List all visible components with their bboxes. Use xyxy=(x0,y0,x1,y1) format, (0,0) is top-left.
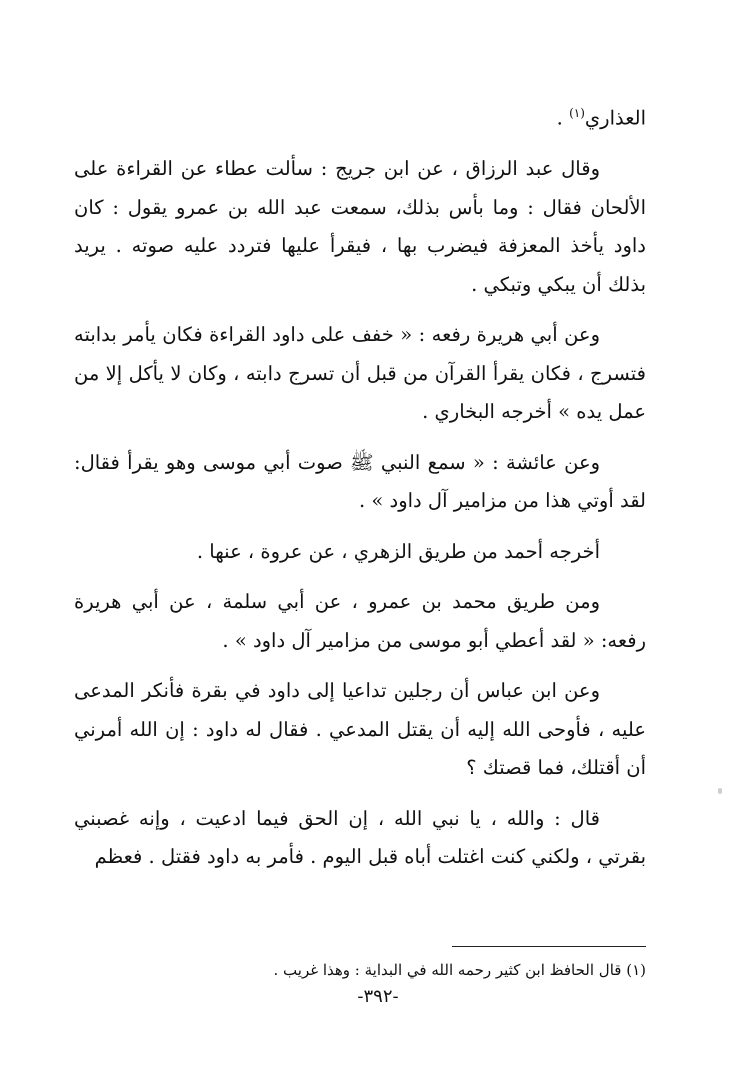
page-body xyxy=(74,94,646,877)
paragraph-abu-hurayra: وعن أبي هريرة رفعه : « خفف على داود القراءة فكان يأمر بدابته فتسرج ، فكان يقرأ القرآن من قبل أن تسرج دابته ، وكان لا يأكل إلا من عمل يده » أخرجه البخاري . xyxy=(74,323,646,423)
intro-period: . xyxy=(556,106,563,130)
footnote-marker: (١) xyxy=(569,106,585,120)
paragraph-ibn-abbas: وعن ابن عباس أن رجلين تداعيا إلى داود في بقرة فأنكر المدعى عليه ، فأوحى الله إليه أن يقتل المدعي . فقال له داود : إن الله أمرني أن أقتلك، فما قصتك ؟ xyxy=(74,679,646,779)
paragraph-muhammad-bin-amr: ومن طريق محمد بن عمرو ، عن أبي سلمة ، عن أبي هريرة رفعه: « لقد أعطي أبو موسى من مزامير آل داود » . xyxy=(74,590,646,652)
intro-text: العذاري xyxy=(584,106,646,130)
page-number: -٣٩٢- xyxy=(357,986,399,1007)
paragraph-aisha: وعن عائشة : « سمع النبي ﷺ صوت أبي موسى وهو يقرأ فقال: لقد أوتي هذا من مزامير آل داود » . xyxy=(74,450,646,512)
paragraph-abdulrazzaq: وقال عبد الرزاق ، عن ابن جريج : سألت عطاء عن القراءة على الألحان فقال : وما بأس بذلك، سمعت عبد الله بن عمرو يقول : كان داود يأخذ المعزفة فيضرب بها ، فيقرأ عليها فتردد عليه صوته . يريد بذلك أن يبكي وتبكي . xyxy=(74,157,646,296)
paragraph-intro xyxy=(74,94,646,138)
footnote-divider xyxy=(452,946,646,947)
scan-speck xyxy=(718,788,722,794)
paragraph-ahmad: أخرجه أحمد من طريق الزهري ، عن عروة ، عنها . xyxy=(196,539,600,563)
footnote: (١) قال الحافظ ابن كثير رحمه الله في البداية : وهذا غريب . xyxy=(273,961,646,979)
paragraph-qala: قال : والله ، يا نبي الله ، إن الحق فيما ادعيت ، وإنه غصبني بقرتي ، ولكني كنت اغتلت أباه قبل اليوم . فأمر به داود فقتل . فعظم xyxy=(74,806,646,868)
